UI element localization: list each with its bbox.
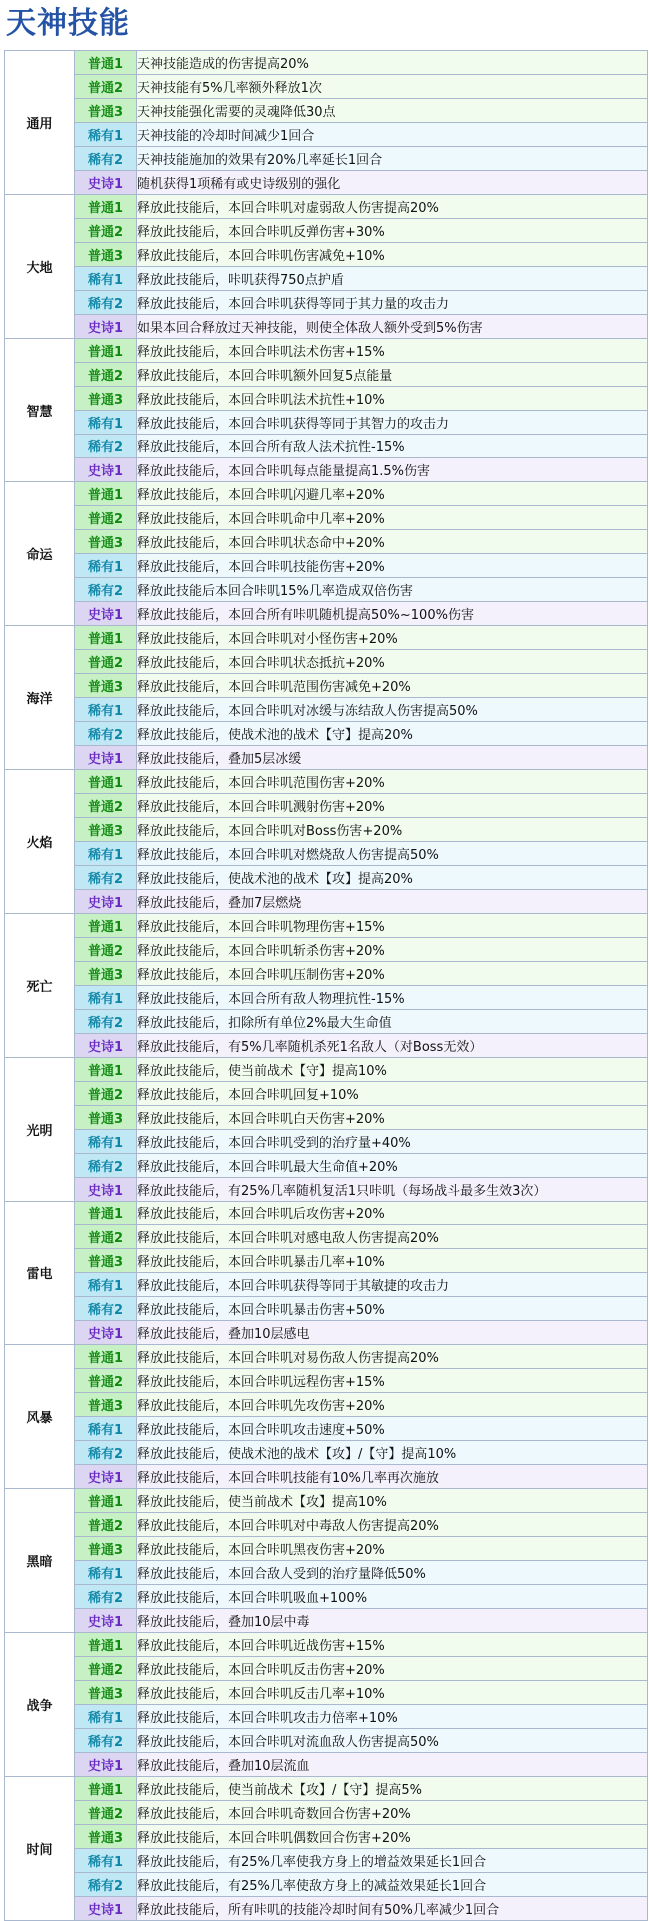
description-cell: 释放此技能后，本回合咔叽远程伤害+15% [137,1369,648,1393]
category-cell: 火焰 [5,770,75,914]
table-row [5,865,648,889]
description-cell: 释放此技能后，本回合咔叽斩杀伤害+20% [137,937,648,961]
tier-cell: 史诗1 [75,746,137,770]
description-cell: 释放此技能后，本回合咔叽奇数回合伤害+20% [137,1800,648,1824]
tier-cell: 普通3 [75,1393,137,1417]
tier-cell: 稀有2 [75,1297,137,1321]
table-row [5,1081,648,1105]
tier-cell: 普通2 [75,1081,137,1105]
description-cell: 释放此技能后，本回合咔叽状态抵抗+20% [137,650,648,674]
description-cell: 释放此技能后，本回合咔叽受到的治疗量+40% [137,1129,648,1153]
table-row [5,482,648,506]
table-row [5,626,648,650]
table-row [5,74,648,98]
table-row [5,194,648,218]
description-cell: 释放此技能后，本回合咔叽闪避几率+20% [137,482,648,506]
category-cell: 时间 [5,1776,75,1920]
description-cell: 释放此技能后，本回合咔叽状态命中+20% [137,530,648,554]
description-cell: 释放此技能后，本回合咔叽技能有10%几率再次施放 [137,1465,648,1489]
table-row [5,1800,648,1824]
tier-cell: 普通2 [75,74,137,98]
tier-cell: 普通1 [75,626,137,650]
table-row [5,1704,648,1728]
description-cell: 释放此技能后，有5%几率随机杀死1名敌人（对Boss无效） [137,1033,648,1057]
tier-cell: 稀有1 [75,841,137,865]
tier-cell: 史诗1 [75,1465,137,1489]
tier-cell: 稀有2 [75,1153,137,1177]
tier-cell: 稀有2 [75,146,137,170]
table-row [5,434,648,458]
description-cell: 释放此技能后，叠加10层流血 [137,1752,648,1776]
tier-cell: 稀有1 [75,1417,137,1441]
description-cell: 释放此技能后，本回合所有敌人法术抗性-15% [137,434,648,458]
description-cell: 释放此技能后，本回合咔叽溅射伤害+20% [137,794,648,818]
tier-cell: 稀有2 [75,722,137,746]
category-cell: 雷电 [5,1201,75,1345]
description-cell: 释放此技能后，本回合咔叽法术伤害+15% [137,338,648,362]
tier-cell: 普通2 [75,1225,137,1249]
tier-cell: 稀有1 [75,1273,137,1297]
table-row [5,338,648,362]
table-row [5,841,648,865]
description-cell: 释放此技能后，本回合咔叽对燃烧敌人伤害提高50% [137,841,648,865]
table-row [5,937,648,961]
category-cell: 通用 [5,51,75,195]
description-cell: 释放此技能后，本回合咔叽对流血敌人伤害提高50% [137,1728,648,1752]
description-cell: 释放此技能后，本回合咔叽攻击速度+50% [137,1417,648,1441]
table-row [5,1776,648,1800]
description-cell: 释放此技能后，咔叽获得750点护盾 [137,266,648,290]
table-row [5,1057,648,1081]
description-cell: 释放此技能后，本回合所有敌人物理抗性-15% [137,985,648,1009]
table-row [5,242,648,266]
table-row [5,1177,648,1201]
skill-table [4,50,648,1921]
table-row [5,602,648,626]
table-row [5,1153,648,1177]
description-cell: 释放此技能后，本回合所有咔叽随机提高50%~100%伤害 [137,602,648,626]
description-cell: 天神技能造成的伤害提高20% [137,51,648,75]
category-cell: 智慧 [5,338,75,482]
table-row [5,1537,648,1561]
description-cell: 释放此技能后，本回合咔叽技能伤害+20% [137,554,648,578]
description-cell: 释放此技能后，使战术池的战术【攻】/【守】提高10% [137,1441,648,1465]
category-cell: 风暴 [5,1345,75,1489]
category-cell: 大地 [5,194,75,338]
tier-cell: 稀有1 [75,1848,137,1872]
description-cell: 释放此技能后，本回合咔叽白天伤害+20% [137,1105,648,1129]
tier-cell: 稀有2 [75,1872,137,1896]
table-row [5,674,648,698]
table-row [5,458,648,482]
description-cell: 释放此技能后，使当前战术【攻】/【守】提高5% [137,1776,648,1800]
tier-cell: 史诗1 [75,1033,137,1057]
tier-cell: 普通3 [75,386,137,410]
tier-cell: 稀有1 [75,1704,137,1728]
category-cell: 战争 [5,1632,75,1776]
table-row [5,1656,648,1680]
table-row [5,1585,648,1609]
description-cell: 释放此技能后，本回合咔叽获得等同于其敏捷的攻击力 [137,1273,648,1297]
description-cell: 释放此技能后，本回合咔叽对感电敌人伤害提高20% [137,1225,648,1249]
description-cell: 释放此技能后，所有咔叽的技能冷却时间有50%几率减少1回合 [137,1896,648,1920]
table-row [5,1848,648,1872]
table-row [5,1009,648,1033]
category-cell: 黑暗 [5,1489,75,1633]
table-row [5,1896,648,1920]
description-cell: 释放此技能后，使当前战术【攻】提高10% [137,1489,648,1513]
tier-cell: 史诗1 [75,1752,137,1776]
tier-cell: 普通1 [75,770,137,794]
tier-cell: 普通2 [75,218,137,242]
table-row [5,650,648,674]
tier-cell: 普通3 [75,1680,137,1704]
tier-cell: 普通2 [75,937,137,961]
tier-cell: 普通1 [75,1632,137,1656]
tier-cell: 稀有1 [75,554,137,578]
description-cell: 天神技能强化需要的灵魂降低30点 [137,98,648,122]
tier-cell: 稀有2 [75,290,137,314]
category-cell: 海洋 [5,626,75,770]
tier-cell: 史诗1 [75,1321,137,1345]
table-row [5,1201,648,1225]
table-row [5,386,648,410]
tier-cell: 普通1 [75,1345,137,1369]
tier-cell: 普通1 [75,1201,137,1225]
table-row [5,1321,648,1345]
table-row [5,1872,648,1896]
tier-cell: 稀有2 [75,1585,137,1609]
table-row [5,170,648,194]
table-row [5,746,648,770]
tier-cell: 稀有2 [75,1009,137,1033]
description-cell: 释放此技能后，本回合咔叽每点能量提高1.5%伤害 [137,458,648,482]
tier-cell: 稀有2 [75,865,137,889]
table-row [5,578,648,602]
tier-cell: 普通3 [75,242,137,266]
description-cell: 天神技能的冷却时间减少1回合 [137,122,648,146]
description-cell: 释放此技能后，扣除所有单位2%最大生命值 [137,1009,648,1033]
tier-cell: 稀有2 [75,578,137,602]
table-row [5,1033,648,1057]
table-row [5,530,648,554]
tier-cell: 稀有2 [75,1728,137,1752]
tier-cell: 普通3 [75,1537,137,1561]
table-row [5,410,648,434]
description-cell: 释放此技能后，本回合咔叽范围伤害减免+20% [137,674,648,698]
tier-cell: 普通1 [75,51,137,75]
tier-cell: 普通3 [75,961,137,985]
description-cell: 释放此技能后，本回合咔叽黑夜伤害+20% [137,1537,648,1561]
tier-cell: 普通3 [75,818,137,842]
tier-cell: 普通3 [75,1249,137,1273]
table-row [5,146,648,170]
table-row [5,1728,648,1752]
description-cell: 释放此技能后，本回合咔叽先攻伤害+20% [137,1393,648,1417]
tier-cell: 史诗1 [75,1177,137,1201]
description-cell: 释放此技能后，本回合咔叽暴击几率+10% [137,1249,648,1273]
description-cell: 释放此技能后，本回合咔叽反击伤害+20% [137,1656,648,1680]
table-row [5,1273,648,1297]
tier-cell: 普通3 [75,1105,137,1129]
description-cell: 释放此技能后，本回合咔叽额外回复5点能量 [137,362,648,386]
tier-cell: 普通1 [75,194,137,218]
tier-cell: 史诗1 [75,1608,137,1632]
description-cell: 释放此技能后，叠加10层中毒 [137,1608,648,1632]
description-cell: 释放此技能后，本回合咔叽反击几率+10% [137,1680,648,1704]
description-cell: 释放此技能后，本回合咔叽伤害减免+10% [137,242,648,266]
table-row [5,1225,648,1249]
table-row [5,506,648,530]
table-row [5,722,648,746]
description-cell: 释放此技能后，本回合咔叽对小怪伤害+20% [137,626,648,650]
table-row [5,1441,648,1465]
table-row [5,98,648,122]
description-cell: 释放此技能后，使当前战术【守】提高10% [137,1057,648,1081]
page-title: 天神技能 [6,6,130,41]
tier-cell: 普通2 [75,1513,137,1537]
table-row [5,1680,648,1704]
table-row [5,218,648,242]
table-row [5,1632,648,1656]
table-row [5,1393,648,1417]
description-cell: 释放此技能后，本回合咔叽范围伤害+20% [137,770,648,794]
description-cell: 释放此技能后，本回合咔叽近战伤害+15% [137,1632,648,1656]
tier-cell: 普通3 [75,674,137,698]
description-cell: 释放此技能后，叠加7层燃烧 [137,889,648,913]
description-cell: 释放此技能后，本回合咔叽反弹伤害+30% [137,218,648,242]
tier-cell: 普通2 [75,1800,137,1824]
table-row [5,1345,648,1369]
description-cell: 释放此技能后，本回合咔叽最大生命值+20% [137,1153,648,1177]
tier-cell: 普通3 [75,98,137,122]
table-row [5,794,648,818]
description-cell: 如果本回合释放过天神技能，则使全体敌人额外受到5%伤害 [137,314,648,338]
description-cell: 释放此技能后，本回合咔叽对易伤敌人伤害提高20% [137,1345,648,1369]
table-row [5,698,648,722]
table-row [5,1417,648,1441]
tier-cell: 普通3 [75,530,137,554]
tier-cell: 稀有1 [75,698,137,722]
table-row [5,1369,648,1393]
tier-cell: 稀有1 [75,1561,137,1585]
tier-cell: 史诗1 [75,458,137,482]
table-row [5,1561,648,1585]
tier-cell: 普通2 [75,650,137,674]
table-row [5,1608,648,1632]
table-row [5,1824,648,1848]
table-row [5,1249,648,1273]
description-cell: 天神技能施加的效果有20%几率延长1回合 [137,146,648,170]
description-cell: 释放此技能后，本回合敌人受到的治疗量降低50% [137,1561,648,1585]
skill-table-body [5,51,648,1921]
table-row [5,889,648,913]
tier-cell: 普通1 [75,1776,137,1800]
tier-cell: 普通1 [75,482,137,506]
tier-cell: 史诗1 [75,889,137,913]
table-row [5,1465,648,1489]
description-cell: 释放此技能后，叠加5层冰缓 [137,746,648,770]
tier-cell: 普通1 [75,913,137,937]
table-row [5,290,648,314]
table-row [5,913,648,937]
description-cell: 释放此技能后，本回合咔叽法术抗性+10% [137,386,648,410]
tier-cell: 普通1 [75,1489,137,1513]
tier-cell: 稀有1 [75,266,137,290]
category-cell: 光明 [5,1057,75,1201]
tier-cell: 稀有1 [75,410,137,434]
tier-cell: 普通2 [75,362,137,386]
description-cell: 释放此技能后，本回合咔叽获得等同于其力量的攻击力 [137,290,648,314]
tier-cell: 稀有1 [75,122,137,146]
tier-cell: 普通2 [75,1369,137,1393]
description-cell: 释放此技能后，有25%几率使敌方身上的减益效果延长1回合 [137,1872,648,1896]
description-cell: 释放此技能后，本回合咔叽回复+10% [137,1081,648,1105]
tier-cell: 史诗1 [75,170,137,194]
description-cell: 释放此技能后，本回合咔叽对Boss伤害+20% [137,818,648,842]
description-cell: 释放此技能后，本回合咔叽命中几率+20% [137,506,648,530]
description-cell: 天神技能有5%几率额外释放1次 [137,74,648,98]
table-row [5,1129,648,1153]
description-cell: 释放此技能后，本回合咔叽攻击力倍率+10% [137,1704,648,1728]
description-cell: 随机获得1项稀有或史诗级别的强化 [137,170,648,194]
tier-cell: 史诗1 [75,602,137,626]
table-row [5,266,648,290]
tier-cell: 普通2 [75,1656,137,1680]
tier-cell: 普通1 [75,1057,137,1081]
tier-cell: 稀有1 [75,1129,137,1153]
description-cell: 释放此技能后，本回合咔叽压制伤害+20% [137,961,648,985]
table-row [5,554,648,578]
tier-cell: 普通3 [75,1824,137,1848]
table-row [5,1489,648,1513]
table-row [5,122,648,146]
table-row [5,314,648,338]
tier-cell: 普通2 [75,506,137,530]
description-cell: 释放此技能后，有25%几率使我方身上的增益效果延长1回合 [137,1848,648,1872]
description-cell: 释放此技能后，使战术池的战术【守】提高20% [137,722,648,746]
description-cell: 释放此技能后，本回合咔叽物理伤害+15% [137,913,648,937]
description-cell: 释放此技能后，使战术池的战术【攻】提高20% [137,865,648,889]
tier-cell: 稀有2 [75,434,137,458]
tier-cell: 稀有1 [75,985,137,1009]
description-cell: 释放此技能后，本回合咔叽对虚弱敌人伤害提高20% [137,194,648,218]
table-row [5,1297,648,1321]
description-cell: 释放此技能后，有25%几率随机复活1只咔叽（每场战斗最多生效3次） [137,1177,648,1201]
table-row [5,1513,648,1537]
table-row [5,770,648,794]
table-row [5,985,648,1009]
description-cell: 释放此技能后，本回合咔叽后攻伤害+20% [137,1201,648,1225]
category-cell: 死亡 [5,913,75,1057]
description-cell: 释放此技能后，本回合咔叽获得等同于其智力的攻击力 [137,410,648,434]
description-cell: 释放此技能后本回合咔叽15%几率造成双倍伤害 [137,578,648,602]
table-row [5,961,648,985]
tier-cell: 史诗1 [75,314,137,338]
tier-cell: 史诗1 [75,1896,137,1920]
description-cell: 释放此技能后，本回合咔叽对中毒敌人伤害提高20% [137,1513,648,1537]
description-cell: 释放此技能后，本回合咔叽暴击伤害+50% [137,1297,648,1321]
description-cell: 释放此技能后，本回合咔叽偶数回合伤害+20% [137,1824,648,1848]
tier-cell: 稀有2 [75,1441,137,1465]
table-row [5,51,648,75]
table-row [5,1752,648,1776]
table-row [5,1105,648,1129]
description-cell: 释放此技能后，本回合咔叽吸血+100% [137,1585,648,1609]
tier-cell: 普通2 [75,794,137,818]
description-cell: 释放此技能后，叠加10层感电 [137,1321,648,1345]
table-row [5,362,648,386]
category-cell: 命运 [5,482,75,626]
tier-cell: 普通1 [75,338,137,362]
table-row [5,818,648,842]
description-cell: 释放此技能后，本回合咔叽对冰缓与冻结敌人伤害提高50% [137,698,648,722]
